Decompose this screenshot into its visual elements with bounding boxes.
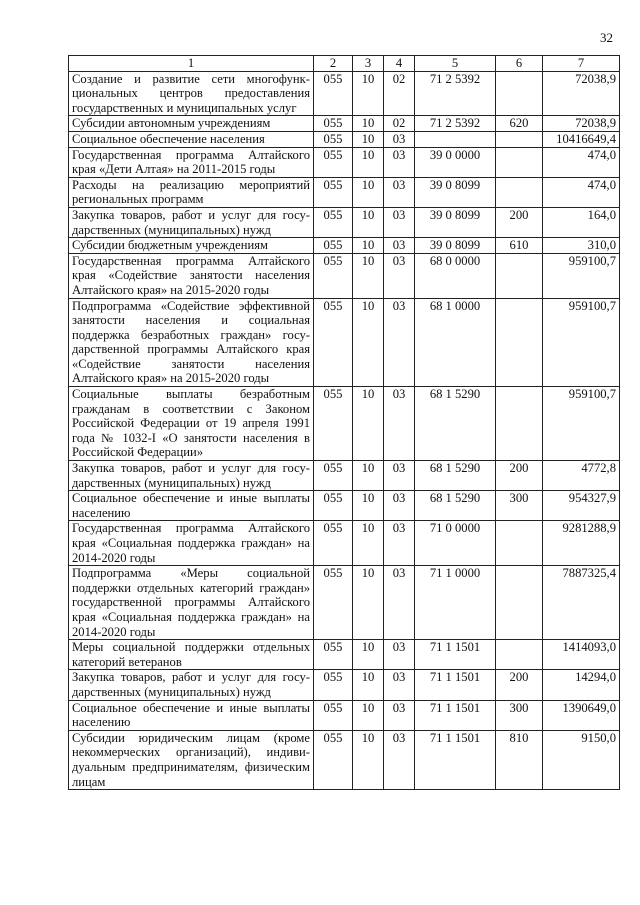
row-name-cell: Государственная программа Алтайского края «Социальная поддержка граждан» на 2014-2020 годы: [69, 521, 314, 566]
ministry-code-cell: 055: [314, 177, 353, 207]
section-code-cell: 10: [353, 566, 384, 640]
expense-type-cell: [496, 566, 543, 640]
subsection-code-cell: 03: [384, 238, 415, 254]
row-name-cell: Социальное обеспечение и иные выплаты населению: [69, 491, 314, 521]
row-name-cell: Субсидии бюджетным учреждениям: [69, 238, 314, 254]
ministry-code-cell: 055: [314, 238, 353, 254]
table-row: [69, 640, 620, 670]
ministry-code-cell: 055: [314, 640, 353, 670]
expense-type-cell: 200: [496, 207, 543, 237]
target-article-cell: 71 1 1501: [415, 700, 496, 730]
subsection-code-cell: 03: [384, 461, 415, 491]
amount-cell: 164,0: [543, 207, 620, 237]
table-row: [69, 387, 620, 461]
expense-type-cell: 300: [496, 700, 543, 730]
ministry-code-cell: 055: [314, 491, 353, 521]
subsection-code-cell: 02: [384, 116, 415, 132]
subsection-code-cell: 03: [384, 177, 415, 207]
table-row: [69, 700, 620, 730]
expense-type-cell: [496, 253, 543, 298]
column-number-row: [69, 56, 620, 72]
subsection-code-cell: 03: [384, 387, 415, 461]
section-code-cell: 10: [353, 71, 384, 116]
target-article-cell: 71 0 0000: [415, 521, 496, 566]
column-header: 5: [415, 56, 496, 72]
amount-cell: 9281288,9: [543, 521, 620, 566]
target-article-cell: 71 2 5392: [415, 116, 496, 132]
row-name-cell: Государственная программа Алтайского края «Дети Алтая» на 2011-2015 годы: [69, 147, 314, 177]
table-row: [69, 207, 620, 237]
row-name-cell: Социальное обеспечение и иные выплаты населению: [69, 700, 314, 730]
row-name-cell: Социальные выплаты безработным гражданам в соответствии с Законом Российской Федерации от 19 апреля 1991 года № 1032-I «О занятости населения в Российской Федерации»: [69, 387, 314, 461]
section-code-cell: 10: [353, 491, 384, 521]
ministry-code-cell: 055: [314, 566, 353, 640]
row-name-cell: Закупка товаров, работ и услуг для государственных (муниципальных) нужд: [69, 670, 314, 700]
subsection-code-cell: 03: [384, 298, 415, 387]
ministry-code-cell: 055: [314, 670, 353, 700]
row-name-cell: Создание и развитие сети многофункциональных центров предоставления государственных и муниципальных услуг: [69, 71, 314, 116]
section-code-cell: 10: [353, 298, 384, 387]
target-article-cell: 71 1 1501: [415, 730, 496, 789]
expense-type-cell: 620: [496, 116, 543, 132]
amount-cell: 72038,9: [543, 71, 620, 116]
amount-cell: 474,0: [543, 147, 620, 177]
expense-type-cell: [496, 387, 543, 461]
amount-cell: 9150,0: [543, 730, 620, 789]
target-article-cell: 39 0 8099: [415, 177, 496, 207]
section-code-cell: 10: [353, 253, 384, 298]
expense-type-cell: 610: [496, 238, 543, 254]
subsection-code-cell: 03: [384, 521, 415, 566]
target-article-cell: 71 1 0000: [415, 566, 496, 640]
ministry-code-cell: 055: [314, 461, 353, 491]
section-code-cell: 10: [353, 177, 384, 207]
amount-cell: 72038,9: [543, 116, 620, 132]
expense-type-cell: 810: [496, 730, 543, 789]
row-name-cell: Закупка товаров, работ и услуг для государственных (муниципальных) нужд: [69, 461, 314, 491]
subsection-code-cell: 03: [384, 640, 415, 670]
column-header: 7: [543, 56, 620, 72]
table-row: [69, 253, 620, 298]
subsection-code-cell: 03: [384, 131, 415, 147]
amount-cell: 14294,0: [543, 670, 620, 700]
table-body: [69, 71, 620, 790]
subsection-code-cell: 03: [384, 566, 415, 640]
target-article-cell: 39 0 8099: [415, 207, 496, 237]
ministry-code-cell: 055: [314, 700, 353, 730]
amount-cell: 959100,7: [543, 253, 620, 298]
amount-cell: 959100,7: [543, 387, 620, 461]
subsection-code-cell: 03: [384, 700, 415, 730]
target-article-cell: 71 1 1501: [415, 640, 496, 670]
amount-cell: 310,0: [543, 238, 620, 254]
ministry-code-cell: 055: [314, 131, 353, 147]
row-name-cell: Расходы на реализацию мероприятий региональных программ: [69, 177, 314, 207]
table-row: [69, 116, 620, 132]
row-name-cell: Субсидии автономным учреждениям: [69, 116, 314, 132]
target-article-cell: 68 1 5290: [415, 387, 496, 461]
target-article-cell: 71 2 5392: [415, 71, 496, 116]
row-name-cell: Субсидии юридическим лицам (кроме некоммерческих организаций), индивидуальным предпринимателям, физическим лицам: [69, 730, 314, 789]
column-header: 4: [384, 56, 415, 72]
section-code-cell: 10: [353, 147, 384, 177]
ministry-code-cell: 055: [314, 387, 353, 461]
subsection-code-cell: 03: [384, 147, 415, 177]
row-name-cell: Подпрограмма «Меры социальной поддержки отдельных категорий граждан» государственной программы Алтайского края «Социальная поддержка граждан» на 2014-2020 годы: [69, 566, 314, 640]
table-row: [69, 566, 620, 640]
ministry-code-cell: 055: [314, 71, 353, 116]
amount-cell: 959100,7: [543, 298, 620, 387]
budget-table: [68, 55, 620, 790]
target-article-cell: 68 1 0000: [415, 298, 496, 387]
section-code-cell: 10: [353, 640, 384, 670]
expense-type-cell: [496, 131, 543, 147]
expense-type-cell: [496, 640, 543, 670]
ministry-code-cell: 055: [314, 253, 353, 298]
target-article-cell: 71 1 1501: [415, 670, 496, 700]
amount-cell: 1414093,0: [543, 640, 620, 670]
expense-type-cell: 200: [496, 461, 543, 491]
table-row: [69, 298, 620, 387]
column-header: 1: [69, 56, 314, 72]
column-header: 3: [353, 56, 384, 72]
subsection-code-cell: 03: [384, 207, 415, 237]
expense-type-cell: [496, 177, 543, 207]
section-code-cell: 10: [353, 461, 384, 491]
section-code-cell: 10: [353, 131, 384, 147]
target-article-cell: 39 0 0000: [415, 147, 496, 177]
target-article-cell: 68 1 5290: [415, 491, 496, 521]
section-code-cell: 10: [353, 521, 384, 566]
expense-type-cell: [496, 71, 543, 116]
ministry-code-cell: 055: [314, 730, 353, 789]
column-header: 6: [496, 56, 543, 72]
target-article-cell: 68 0 0000: [415, 253, 496, 298]
section-code-cell: 10: [353, 116, 384, 132]
expense-type-cell: 200: [496, 670, 543, 700]
table-row: [69, 71, 620, 116]
target-article-cell: [415, 131, 496, 147]
subsection-code-cell: 03: [384, 670, 415, 700]
section-code-cell: 10: [353, 670, 384, 700]
target-article-cell: 39 0 8099: [415, 238, 496, 254]
table-row: [69, 177, 620, 207]
ministry-code-cell: 055: [314, 147, 353, 177]
expense-type-cell: [496, 521, 543, 566]
row-name-cell: Закупка товаров, работ и услуг для государственных (муниципальных) нужд: [69, 207, 314, 237]
column-header: 2: [314, 56, 353, 72]
table-row: [69, 238, 620, 254]
row-name-cell: Социальное обеспечение населения: [69, 131, 314, 147]
table-row: [69, 491, 620, 521]
ministry-code-cell: 055: [314, 298, 353, 387]
subsection-code-cell: 03: [384, 253, 415, 298]
section-code-cell: 10: [353, 207, 384, 237]
table-row: [69, 521, 620, 566]
page-number: 32: [600, 30, 613, 45]
amount-cell: 1390649,0: [543, 700, 620, 730]
amount-cell: 4772,8: [543, 461, 620, 491]
amount-cell: 7887325,4: [543, 566, 620, 640]
subsection-code-cell: 03: [384, 730, 415, 789]
section-code-cell: 10: [353, 387, 384, 461]
section-code-cell: 10: [353, 700, 384, 730]
amount-cell: 10416649,4: [543, 131, 620, 147]
subsection-code-cell: 03: [384, 491, 415, 521]
amount-cell: 954327,9: [543, 491, 620, 521]
row-name-cell: Государственная программа Алтайского края «Содействие занятости населения Алтайского края» на 2015-2020 годы: [69, 253, 314, 298]
ministry-code-cell: 055: [314, 116, 353, 132]
table-row: [69, 730, 620, 789]
subsection-code-cell: 02: [384, 71, 415, 116]
ministry-code-cell: 055: [314, 207, 353, 237]
row-name-cell: Меры социальной поддержки отдельных категорий ветеранов: [69, 640, 314, 670]
row-name-cell: Подпрограмма «Содействие эффективной занятости населения и социальная поддержка безработных граждан» государственной программы Алтайского края «Содействие занятости населения Алтайского края» на 2015-2020 годы: [69, 298, 314, 387]
target-article-cell: 68 1 5290: [415, 461, 496, 491]
ministry-code-cell: 055: [314, 521, 353, 566]
expense-type-cell: 300: [496, 491, 543, 521]
table-row: [69, 670, 620, 700]
section-code-cell: 10: [353, 730, 384, 789]
expense-type-cell: [496, 298, 543, 387]
table-row: [69, 461, 620, 491]
table-row: [69, 147, 620, 177]
amount-cell: 474,0: [543, 177, 620, 207]
expense-type-cell: [496, 147, 543, 177]
section-code-cell: 10: [353, 238, 384, 254]
table-row: [69, 131, 620, 147]
